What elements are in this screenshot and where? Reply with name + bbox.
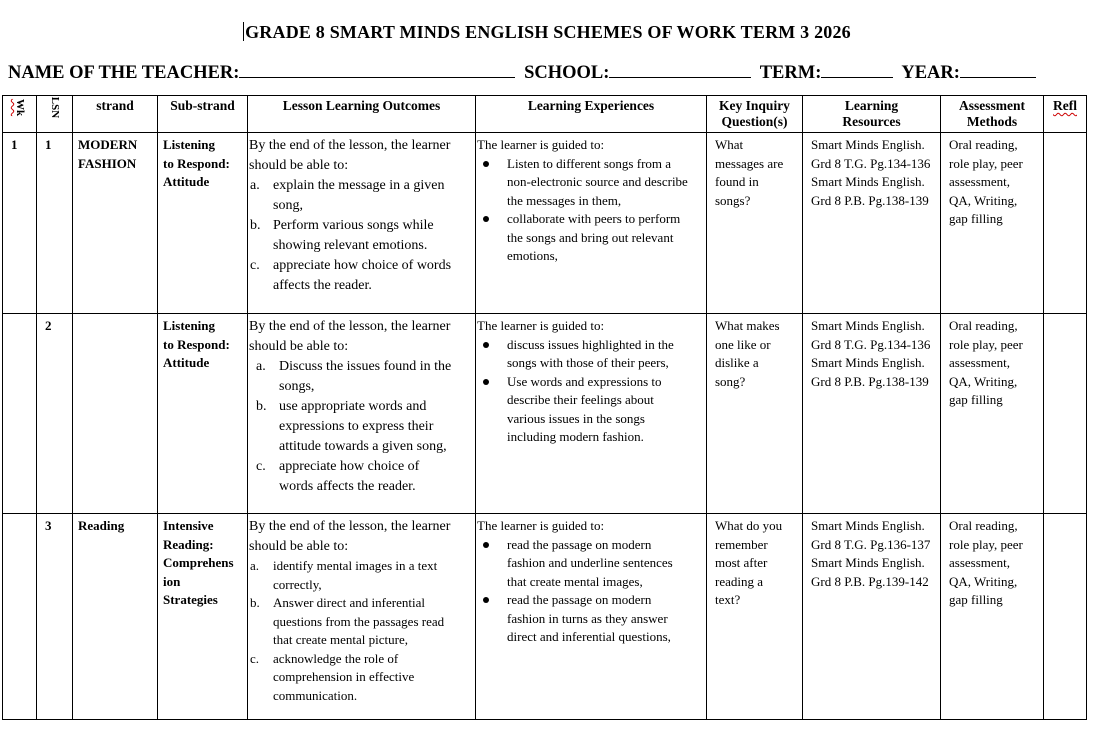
header-experiences: Learning Experiences — [476, 96, 707, 133]
header-week: Wk — [3, 96, 37, 133]
outcome-item: b. use appropriate words and expressions to express their attitude towards a given song, — [256, 399, 447, 454]
school-blank[interactable] — [609, 60, 751, 78]
text-cursor — [243, 22, 244, 41]
year-blank[interactable] — [960, 60, 1036, 78]
outcomes-cell: By the end of the lesson, the learner should be able to: a. identify mental images in a text correctly, b. Answer direct and inferential questions from the passages read that create mental picture, c. acknowledge the role of comprehension in effective communication. — [248, 514, 476, 720]
title-text: GRADE 8 SMART MINDS ENGLISH SCHEMES OF WORK TERM 3 2026 — [245, 22, 851, 42]
week-cell: 1 — [3, 133, 37, 314]
lesson-cell: 3 — [37, 514, 73, 720]
strand-cell: Reading — [73, 514, 158, 720]
experiences-cell: The learner is guided to: read the passage on modern fashion and underline sentences that create mental images, read the passage on modern fashion in turns as they answer direct and inferential questions, — [476, 514, 707, 720]
week-cell — [3, 314, 37, 514]
experience-item: read the passage on modern fashion and underline sentences that create mental images, — [477, 536, 702, 592]
strand-cell — [73, 314, 158, 514]
week-cell — [3, 514, 37, 720]
term-blank[interactable] — [821, 60, 893, 78]
outcomes-cell: By the end of the lesson, the learner should be able to: a. Discuss the issues found in the songs, b. use appropriate words and expressions to express their attitude towards a given song, c. appreciate how choice of words affects the reader. — [248, 314, 476, 514]
assessment-cell: Oral reading, role play, peer assessment, QA, Writing, gap filling — [941, 314, 1044, 514]
experience-item: Use words and expressions to describe their feelings about various issues in the songs including modern fashion. — [477, 373, 702, 447]
lesson-row — [3, 514, 1087, 720]
year-label: YEAR: — [901, 63, 960, 83]
outcome-item: c. appreciate how choice of words affects the reader. — [250, 258, 452, 293]
header-assessment: Assessment Methods — [941, 96, 1044, 133]
header-key-inquiry: Key Inquiry Question(s) — [707, 96, 803, 133]
header-outcomes: Lesson Learning Outcomes — [248, 96, 476, 133]
sub-strand-cell: Listening to Respond: Attitude — [158, 133, 248, 314]
experiences-cell: The learner is guided to: Listen to different songs from a non-electronic source and describe the messages in them, collaborate with peers to perform the songs and bring out relevant emotions, — [476, 133, 707, 314]
key-inquiry-cell: What do you remember most after reading a text? — [707, 514, 803, 720]
sub-strand-cell: Intensive Reading: Comprehens ion Strategies — [158, 514, 248, 720]
outcome-item: c. appreciate how choice of words affects the reader. — [256, 459, 420, 494]
resources-cell: Smart Minds English. Grd 8 T.G. Pg.134-136 Smart Minds English. Grd 8 P.B. Pg.138-139 — [803, 314, 941, 514]
outcome-item: c. acknowledge the role of comprehension in effective communication. — [250, 650, 415, 703]
teacher-info-line — [8, 60, 1040, 84]
bullet-icon — [483, 216, 489, 222]
bullet-icon — [483, 597, 489, 603]
outcome-item: b. Answer direct and inferential questions from the passages read that create mental picture, — [250, 595, 445, 647]
header-sub-strand: Sub-strand — [158, 96, 248, 133]
school-label: SCHOOL: — [524, 63, 610, 83]
header-reflection: Refl — [1044, 96, 1087, 133]
outcome-item: a. Discuss the issues found in the songs, — [256, 359, 452, 394]
document-title — [0, 22, 1094, 43]
key-inquiry-cell: What makes one like or dislike a song? — [707, 314, 803, 514]
experiences-cell: The learner is guided to: discuss issues highlighted in the songs with those of their peers, Use words and expressions to describe their feelings about various issues in the songs including modern fashion. — [476, 314, 707, 514]
resources-cell: Smart Minds English. Grd 8 T.G. Pg.134-136 Smart Minds English. Grd 8 P.B. Pg.138-139 — [803, 133, 941, 314]
reflection-cell[interactable] — [1044, 514, 1087, 720]
lesson-row — [3, 133, 1087, 314]
experience-item: Listen to different songs from a non-electronic source and describe the messages in them, — [477, 155, 702, 211]
strand-cell: MODERN FASHION — [73, 133, 158, 314]
teacher-label: NAME OF THE TEACHER: — [8, 63, 240, 83]
header-lesson: LSN — [37, 96, 73, 133]
key-inquiry-cell: What messages are found in songs? — [707, 133, 803, 314]
header-resources: Learning Resources — [803, 96, 941, 133]
lesson-cell: 2 — [37, 314, 73, 514]
assessment-cell: Oral reading, role play, peer assessment, QA, Writing, gap filling — [941, 514, 1044, 720]
bullet-icon — [483, 161, 489, 167]
teacher-blank[interactable] — [239, 60, 515, 78]
bullet-icon — [483, 342, 489, 348]
outcome-item: a. explain the message in a given song, — [250, 178, 445, 213]
resources-cell: Smart Minds English. Grd 8 T.G. Pg.136-137 Smart Minds English. Grd 8 P.B. Pg.139-142 — [803, 514, 941, 720]
bullet-icon — [483, 542, 489, 548]
experience-item: collaborate with peers to perform the songs and bring out relevant emotions, — [477, 210, 702, 266]
outcome-item: a. identify mental images in a text correctly, — [250, 558, 438, 592]
header-strand: strand — [73, 96, 158, 133]
bullet-icon — [483, 379, 489, 385]
reflection-cell[interactable] — [1044, 133, 1087, 314]
sub-strand-cell: Listening to Respond: Attitude — [158, 314, 248, 514]
assessment-cell: Oral reading, role play, peer assessment, QA, Writing, gap filling — [941, 133, 1044, 314]
lesson-cell: 1 — [37, 133, 73, 314]
schemes-of-work-table — [2, 95, 1087, 720]
lesson-row — [3, 314, 1087, 514]
outcomes-cell: By the end of the lesson, the learner should be able to: a. explain the message in a given song, b. Perform various songs while showing relevant emotions. c. appreciate how choice of words affects the reader. — [248, 133, 476, 314]
experience-item: read the passage on modern fashion in turns as they answer direct and inferential questions, — [477, 591, 702, 647]
reflection-cell[interactable] — [1044, 314, 1087, 514]
outcome-item: b. Perform various songs while showing relevant emotions. — [250, 218, 434, 253]
term-label: TERM: — [759, 63, 822, 83]
experience-item: discuss issues highlighted in the songs with those of their peers, — [477, 336, 702, 373]
